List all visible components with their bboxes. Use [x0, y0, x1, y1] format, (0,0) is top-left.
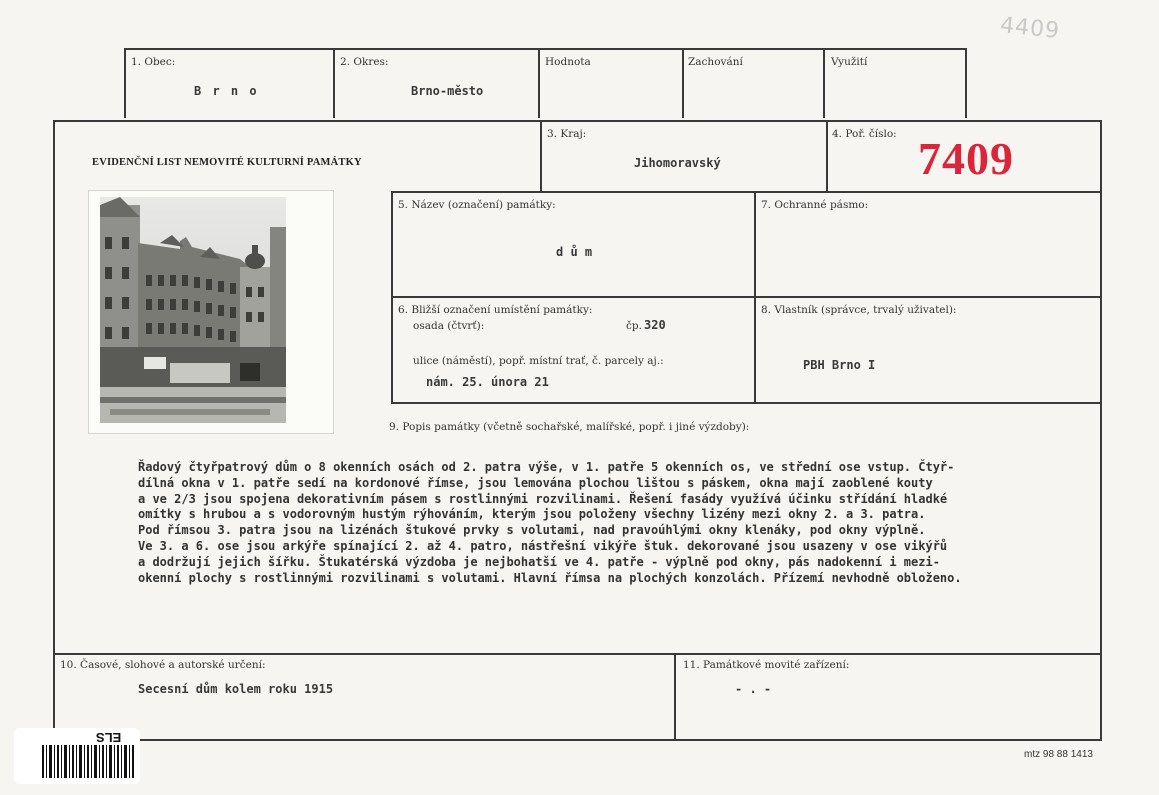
umisteni-label: 6. Bližší označení umístění památky: — [398, 304, 593, 316]
zarizeni-value: - . - — [735, 682, 772, 696]
cp-value: 320 — [644, 318, 666, 332]
obec-value: B r n o — [194, 84, 259, 98]
kraj-value: Jihomoravský — [634, 156, 721, 170]
vlastnik-value: PBH Brno I — [803, 358, 876, 372]
urceni-value: Secesní dům kolem roku 1915 — [138, 682, 334, 696]
vlastnik-label: 8. Vlastník (správce, trvalý uživatel): — [761, 304, 957, 316]
okres-value: Brno-město — [411, 84, 484, 98]
popis-label: 9. Popis památky (včetně sochařské, malířské, popř. i jiné výzdoby): — [389, 421, 750, 433]
footer-print-code: mtz 98 88 1413 — [1024, 749, 1093, 760]
hodnota-label: Hodnota — [545, 56, 591, 68]
nazev-label: 5. Název (označení) památky: — [398, 199, 556, 211]
pencil-catalog-mark: 4409 — [998, 12, 1062, 45]
form-title: EVIDENČNÍ LIST NEMOVITÉ KULTURNÍ PAMÁTKY — [92, 157, 362, 168]
okres-label: 2. Okres: — [340, 56, 389, 68]
sticker-code: ELS — [96, 730, 122, 745]
osada-label: osada (čtvrť): — [413, 320, 485, 332]
ulice-value: nám. 25. února 21 — [426, 375, 549, 389]
obec-label: 1. Obec: — [131, 56, 176, 68]
cp-label: čp. — [626, 320, 642, 332]
ochranne-pasmo-label: 7. Ochranné pásmo: — [761, 199, 869, 211]
kraj-label: 3. Kraj: — [547, 128, 587, 140]
vyuziti-label: Využití — [831, 56, 868, 68]
por-cislo-stamp: 7409 — [918, 133, 1014, 184]
zachovani-label: Zachování — [688, 56, 743, 68]
por-cislo-label: 4. Poř. číslo: — [832, 128, 897, 140]
zarizeni-label: 11. Památkové movité zařízení: — [683, 659, 850, 671]
ulice-label: ulice (náměstí), popř. místní trať, č. parcely aj.: — [413, 355, 664, 367]
urceni-label: 10. Časové, slohové a autorské určení: — [60, 659, 266, 671]
barcode-icon — [42, 745, 134, 778]
popis-text: Řadový čtyřpatrový dům o 8 okenních osách od 2. patra výše, v 1. patře 5 okenních os, ve střední ose vstup. Čtyř- dílná okna v 1. patře sedí na kordonové římse, jsou lemována plochou lištou s páskem, okna mají zaoblené kouty a ve 2/3 jsou spojena dekorativním pásem s rostlinnými rozvilinami. Řešení fasády využívá účinku střídání hladké omítky s hrubou a s vodorovným hustým rýhováním, kterým jsou položeny všechny lizény mezi okny 2. a 3. patra. Pod římsou 3. patra jsou na lizénách štukové prvky s volutami, nad pravoúhlými okny klenáky, pod okny výplně. Ve 3. a 6. ose jsou arkýře spínající 2. až 4. patro, nástřešní vikýře štuk. dekorované jsou usazeny v ose vikýřů a dodržují jejich šířku. Štukatérská výzdoba je nejbohatší ve 4. patře - výplně pod okny, pás nadokenní i mezi- okenní plochy s rostlinnými rozvilinami s volutami. Hlavní římsa na plochých konzolách. Přízemí nevhodně obloženo. — [138, 460, 962, 585]
building-photo — [100, 197, 286, 423]
nazev-value: d ů m — [556, 245, 593, 259]
